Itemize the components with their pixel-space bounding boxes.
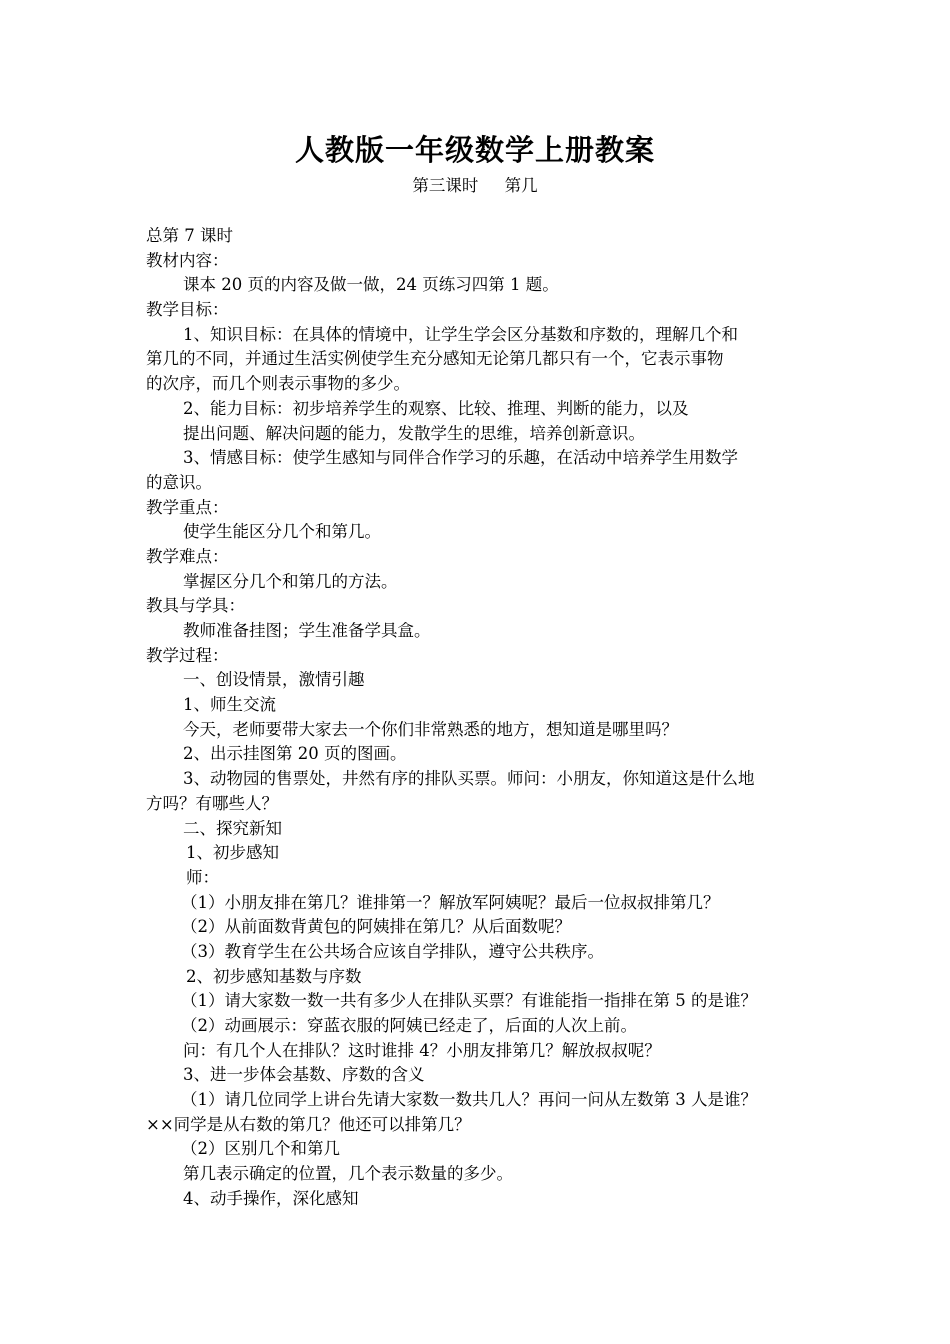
- text-line: （3）教育学生在公共场合应该自学排队，遵守公共秩序。: [181, 941, 604, 961]
- text-line: 2、出示挂图第 20 页的图画。: [183, 744, 407, 764]
- text-line: 总第 7 课时: [146, 226, 233, 245]
- text-line: 二、探究新知: [183, 818, 282, 838]
- text-line: （2）动画展示：穿蓝衣服的阿姨已经走了，后面的人次上前。: [181, 1016, 637, 1035]
- text-line: 使学生能区分几个和第几。: [183, 522, 381, 542]
- text-line: 第几的不同，并通过生活实例使学生充分感知无论第几都只有一个，它表示事物: [146, 349, 724, 369]
- text-line: ××同学是从右数的第几？他还可以排第几？: [146, 1114, 471, 1134]
- text-line: 1、初步感知: [186, 843, 279, 863]
- section-heading: 教学过程：: [146, 645, 229, 665]
- text-line: （1）请大家数一数一共有多少人在排队买票？有谁能指一指排在第 5 的是谁？: [181, 991, 757, 1011]
- text-line: 2、能力目标：初步培养学生的观察、比较、推理、判断的能力，以及: [183, 398, 689, 418]
- text-line: 4、动手操作，深化感知: [183, 1188, 359, 1208]
- document-title: 人教版一年级数学上册教案: [294, 133, 655, 167]
- text-line: 一、创设情景，激情引趣: [183, 670, 365, 690]
- text-line: （1）请几位同学上讲台先请大家数一数共几人？再问一问从左数第 3 人是谁？: [181, 1090, 757, 1110]
- section-heading: 教学难点：: [146, 546, 229, 566]
- section-heading: 教具与学具：: [146, 596, 245, 616]
- text-line: 提出问题、解决问题的能力，发散学生的思维，培养创新意识。: [183, 423, 645, 443]
- text-line: 教师准备挂图；学生准备学具盒。: [183, 621, 431, 640]
- text-line: （2）区别几个和第几: [181, 1139, 340, 1159]
- text-line: 的次序，而几个则表示事物的多少。: [146, 374, 410, 394]
- text-line: （1）小朋友排在第几？谁排第一？解放军阿姨呢？最后一位叔叔排第几？: [181, 892, 720, 912]
- lesson-subtitle: 第三课时 第几: [412, 176, 538, 195]
- text-line: 的意识。: [146, 472, 212, 492]
- text-line: 问：有几个人在排队？这时谁排 4？小朋友排第几？解放叔叔呢？: [183, 1040, 661, 1060]
- text-line: 3、动物园的售票处，井然有序的排队买票。师问：小朋友，你知道这是什么地: [183, 769, 755, 789]
- text-line: （2）从前面数背黄包的阿姨排在第几？从后面数呢？: [181, 917, 571, 937]
- text-line: 今天，老师要带大家去一个你们非常熟悉的地方，想知道是哪里吗？: [183, 719, 678, 739]
- section-heading: 教材内容：: [146, 250, 229, 270]
- text-line: 3、进一步体会基数、序数的含义: [183, 1065, 425, 1085]
- text-line: 第几表示确定的位置，几个表示数量的多少。: [183, 1164, 513, 1184]
- text-line: 师：: [186, 867, 219, 887]
- document-body: [146, 224, 846, 1212]
- text-line: 方吗？有哪些人？: [146, 793, 278, 813]
- text-line: 课本 20 页的内容及做一做，24 页练习四第 1 题。: [183, 275, 559, 295]
- text-line: 掌握区分几个和第几的方法。: [183, 571, 398, 591]
- section-heading: 教学目标：: [146, 300, 229, 320]
- text-line: 1、知识目标：在具体的情境中，让学生学会区分基数和序数的，理解几个和: [183, 324, 738, 344]
- section-heading: 教学重点：: [146, 497, 229, 517]
- text-line: 2、初步感知基数与序数: [186, 966, 362, 986]
- text-line: 3、情感目标：使学生感知与同伴合作学习的乐趣，在活动中培养学生用数学: [183, 448, 738, 468]
- text-line: 1、师生交流: [183, 695, 276, 715]
